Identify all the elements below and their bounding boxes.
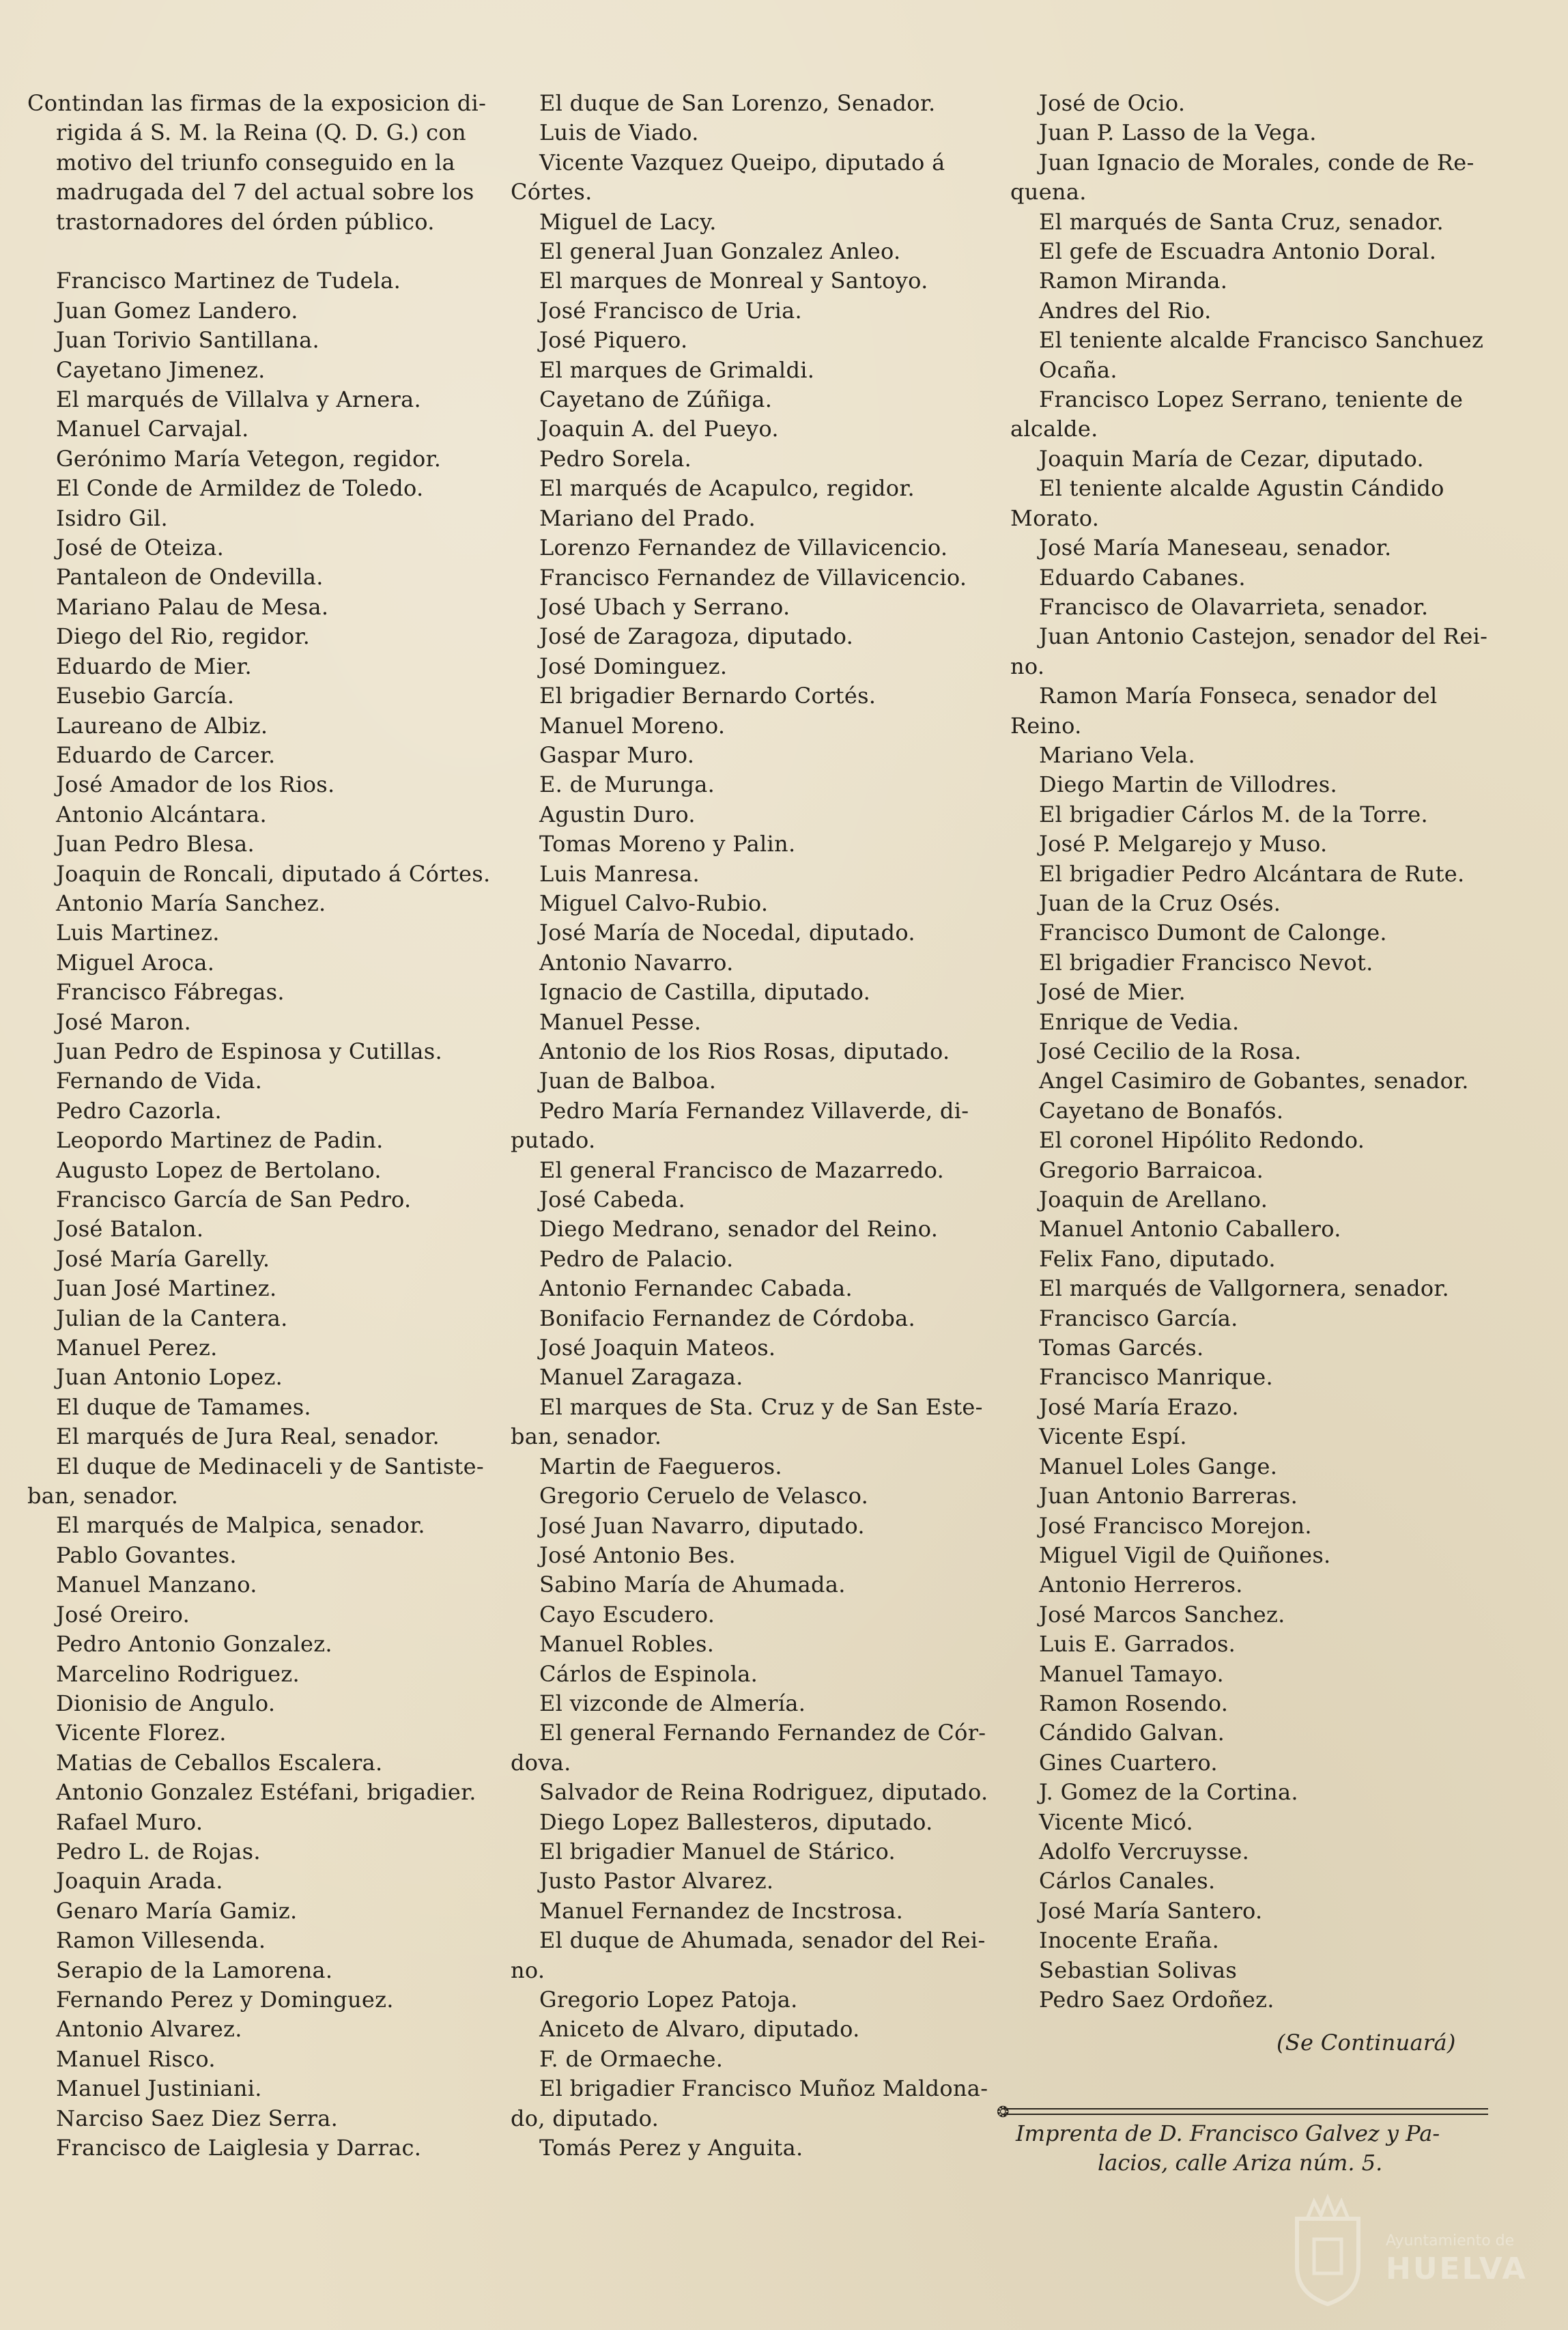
signature-line: José María Garelly. <box>56 1245 270 1272</box>
signature-line: Gines Cuartero. <box>1039 1749 1218 1776</box>
signature-line: Lorenzo Fernandez de Villavicencio. <box>539 535 948 561</box>
signature-line: Cayo Escudero. <box>539 1601 715 1628</box>
signature-line: Luis Manresa. <box>539 860 700 887</box>
signature-line: El general Juan Gonzalez Anleo. <box>539 238 901 265</box>
signature-line: El marques de Grimaldi. <box>539 356 815 383</box>
signature-line: Adolfo Vercruysse. <box>1039 1838 1250 1864</box>
signature-line: José María Santero. <box>1039 1897 1263 1924</box>
signature-line: El duque de San Lorenzo, Senador. <box>539 90 936 116</box>
signature-line: Manuel Fernandez de Incstrosa. <box>539 1897 904 1924</box>
signature-line: Ignacio de Castilla, diputado. <box>539 979 871 1006</box>
signature-line: El brigadier Cárlos M. de la Torre. <box>1039 801 1428 827</box>
signature-line: Luis de Viado. <box>539 119 699 146</box>
signature-line: Juan Pedro de Espinosa y Cutillas. <box>56 1038 442 1064</box>
signature-line: Isidro Gil. <box>56 505 169 531</box>
signature-line: Juan Antonio Lopez. <box>56 1364 283 1391</box>
signature-line: Manuel Carvajal. <box>56 416 249 442</box>
signature-line: Inocente Eraña. <box>1039 1927 1220 1954</box>
signature-line: Vicente Micó. <box>1039 1808 1193 1835</box>
signature-line: Ramon Miranda. <box>1039 268 1228 294</box>
imprint-line: Imprenta de D. Francisco Galvez y Pa- <box>1016 2120 1440 2146</box>
signature-line: Ramon Villesenda. <box>56 1927 266 1954</box>
signature-line: dova. <box>511 1749 571 1776</box>
signature-line: Augusto Lopez de Bertolano. <box>56 1156 382 1183</box>
signature-line: Antonio Alvarez. <box>56 2016 242 2043</box>
signature-line: Fernando de Vida. <box>56 1068 263 1094</box>
signature-line: José Antonio Bes. <box>539 1542 736 1568</box>
signature-line: Antonio Herreros. <box>1039 1572 1243 1598</box>
signature-line: Francisco Manrique. <box>1039 1364 1274 1391</box>
signature-line: José de Oteiza. <box>56 535 225 561</box>
signature-line: Joaquin de Arellano. <box>1039 1187 1268 1213</box>
signature-line: José Dominguez. <box>539 653 728 679</box>
signature-line: Vicente Vazquez Queipo, diputado á <box>539 149 945 175</box>
signature-line: Cándido Galvan. <box>1039 1720 1225 1746</box>
signature-line: El duque de Medinaceli y de Santiste- <box>56 1453 484 1479</box>
signature-line: Manuel Robles. <box>539 1631 715 1658</box>
signature-line: Cayetano Jimenez. <box>56 356 266 383</box>
signature-line: Gerónimo María Vetegon, regidor. <box>56 445 442 472</box>
signature-line: Pedro Saez Ordoñez. <box>1039 1987 1274 2013</box>
signature-line: El teniente alcalde Agustin Cándido <box>1039 475 1444 502</box>
column-3 <box>1010 89 1515 2058</box>
signature-line: El teniente alcalde Francisco Sanchuez <box>1039 327 1484 354</box>
signature-line: alcalde. <box>1010 416 1098 442</box>
signature-line: Mariano Vela. <box>1039 741 1195 768</box>
signature-line: Reino. <box>1010 712 1082 739</box>
signature-line: Angel Casimiro de Gobantes, senador. <box>1039 1068 1469 1094</box>
signature-line: Ramon Rosendo. <box>1039 1690 1229 1716</box>
signature-line: ban, senador. <box>511 1423 662 1450</box>
header-line: madrugada del 7 del actual sobre los <box>56 179 474 205</box>
signature-line: Narciso Saez Diez Serra. <box>56 2105 339 2131</box>
coat-of-arms-icon <box>1283 2191 1372 2307</box>
watermark-title: HUELVA <box>1386 2251 1528 2286</box>
signature-line: Dionisio de Angulo. <box>56 1690 276 1716</box>
signature-line: El marqués de Acapulco, regidor. <box>539 475 915 502</box>
signature-line: Gregorio Lopez Patoja. <box>539 1987 798 2013</box>
header-paragraph <box>27 89 505 237</box>
signature-line: José Oreiro. <box>56 1601 190 1628</box>
signature-line: Laureano de Albiz. <box>56 712 268 739</box>
signature-line: E. de Murunga. <box>539 771 715 798</box>
signature-line: Manuel Justiniani. <box>56 2075 262 2102</box>
signature-line: Juan José Martinez. <box>56 1275 277 1302</box>
signature-line: J. Gomez de la Cortina. <box>1039 1779 1298 1806</box>
signature-line: Martin de Faegueros. <box>539 1453 782 1479</box>
signature-line: José Cecilio de la Rosa. <box>1039 1038 1302 1064</box>
signature-line: El marques de Monreal y Santoyo. <box>539 268 928 294</box>
signature-line: Joaquin de Roncali, diputado á Córtes. <box>56 860 491 887</box>
signature-line: Aniceto de Alvaro, diputado. <box>539 2016 860 2043</box>
signature-line: Cárlos de Espinola. <box>539 1660 758 1687</box>
signature-line: Antonio Alcántara. <box>56 801 267 827</box>
signature-line: Ocaña. <box>1039 356 1117 383</box>
watermark-text: Ayuntamiento de <box>1386 2232 1515 2249</box>
signature-line: El brigadier Bernardo Cortés. <box>539 683 876 709</box>
signature-line: El marqués de Jura Real, senador. <box>56 1423 440 1450</box>
signature-line: Juan de Balboa. <box>539 1068 717 1094</box>
signature-line: Francisco de Laiglesia y Darrac. <box>56 2135 422 2161</box>
signature-line: Pedro Sorela. <box>539 445 692 472</box>
signature-line: Eduardo de Carcer. <box>56 741 276 768</box>
signature-line: Serapio de la Lamorena. <box>56 1957 333 1983</box>
signature-line: Diego Lopez Ballesteros, diputado. <box>539 1808 933 1835</box>
signature-line: Manuel Perez. <box>56 1335 218 1361</box>
signature-line: ban, senador. <box>27 1483 179 1509</box>
signature-line: no. <box>1010 653 1045 679</box>
signature-line: José de Zaragoza, diputado. <box>539 623 854 650</box>
header-line: rigida á S. M. la Reina (Q. D. G.) con <box>56 119 466 146</box>
signature-line: Francisco García. <box>1039 1305 1238 1331</box>
signature-line: Genaro María Gamiz. <box>56 1897 298 1924</box>
signature-line: Fernando Perez y Dominguez. <box>56 1986 394 2013</box>
signature-line: Tomás Perez y Anguita. <box>539 2135 803 2161</box>
signature-line: José María de Nocedal, diputado. <box>539 920 915 946</box>
signature-line: Luis Martinez. <box>56 920 220 946</box>
signature-line: El marqués de Villalva y Arnera. <box>56 386 421 413</box>
signature-line: Manuel Zaragaza. <box>539 1364 743 1391</box>
signature-line: Francisco Martinez de Tudela. <box>56 268 401 294</box>
signature-line: Juan Gomez Landero. <box>56 297 298 324</box>
signature-line: El duque de Tamames. <box>56 1393 311 1420</box>
signature-line: Manuel Risco. <box>56 2045 216 2072</box>
continuation-note: (Se Continuará) <box>1277 2030 1456 2056</box>
signature-line: El marques de Sta. Cruz y de San Este- <box>539 1393 983 1420</box>
signature-line: no. <box>511 1957 545 1983</box>
signature-line: El gefe de Escuadra Antonio Doral. <box>1039 238 1437 265</box>
signature-line: José María Maneseau, senador. <box>1039 535 1392 561</box>
signature-line: José de Mier. <box>1039 979 1186 1006</box>
rule-ornament-icon: ❂ <box>997 2104 1010 2121</box>
signature-line: El general Francisco de Mazarredo. <box>539 1156 945 1183</box>
signature-line: Juan Ignacio de Morales, conde de Re- <box>1039 149 1474 175</box>
signature-line: F. de Ormaeche. <box>539 2045 724 2072</box>
signature-line: Juan Torivio Santillana. <box>56 327 320 354</box>
signature-line: Manuel Loles Gange. <box>1039 1453 1278 1479</box>
signature-line: Rafael Muro. <box>56 1808 203 1835</box>
signature-line: El duque de Ahumada, senador del Rei- <box>539 1927 986 1954</box>
signature-line: Manuel Pesse. <box>539 1008 702 1035</box>
column-2 <box>511 89 1002 2163</box>
signature-line: Mariano Palau de Mesa. <box>56 593 329 620</box>
signature-line: Marcelino Rodriguez. <box>56 1660 300 1687</box>
signatures-list-3 <box>1010 89 1515 2015</box>
signature-line: Miguel Calvo-Rubio. <box>539 890 769 916</box>
signature-line: José Ubach y Serrano. <box>539 593 790 620</box>
signature-line: Agustin Duro. <box>539 801 696 827</box>
signature-line: José Francisco Morejon. <box>1039 1512 1312 1539</box>
signatures-list-2 <box>511 89 1002 2163</box>
signature-line: José Piquero. <box>539 327 688 354</box>
signature-line: Pedro Cazorla. <box>56 1097 222 1124</box>
signature-line: Manuel Moreno. <box>539 712 726 739</box>
signature-line: putado. <box>511 1127 596 1154</box>
signature-line: El marqués de Malpica, senador. <box>56 1512 425 1539</box>
signature-line: Francisco Fernandez de Villavicencio. <box>539 564 967 591</box>
signature-line: Manuel Manzano. <box>56 1572 257 1598</box>
signature-line: Pedro L. de Rojas. <box>56 1838 261 1864</box>
signatures-list-1 <box>27 266 505 2163</box>
signature-line: Sabino María de Ahumada. <box>539 1572 846 1598</box>
signature-line: Enrique de Vedia. <box>1039 1008 1240 1035</box>
signature-line: Gaspar Muro. <box>539 741 695 768</box>
signature-line: Francisco de Olavarrieta, senador. <box>1039 593 1429 620</box>
signature-line: Eduardo Cabanes. <box>1039 564 1246 591</box>
signature-line: Gregorio Ceruelo de Velasco. <box>539 1483 869 1509</box>
signature-line: Antonio Navarro. <box>539 949 734 976</box>
signature-line: Eduardo de Mier. <box>56 653 253 679</box>
signature-line: Pantaleon de Ondevilla. <box>56 564 324 591</box>
imprint-line: lacios, calle Ariza núm. 5. <box>1098 2150 1383 2176</box>
signature-line: Joaquin A. del Pueyo. <box>539 416 779 442</box>
signature-line: José Amador de los Rios. <box>56 771 335 798</box>
signature-line: Salvador de Reina Rodriguez, diputado. <box>539 1779 988 1806</box>
signature-line: Tomas Garcés. <box>1039 1335 1204 1361</box>
signature-line: El brigadier Manuel de Stárico. <box>539 1838 896 1864</box>
signature-line: Juan Antonio Barreras. <box>1039 1483 1298 1509</box>
signature-line: El marqués de Santa Cruz, senador. <box>1039 208 1444 235</box>
signature-line: El marqués de Vallgornera, senador. <box>1039 1275 1449 1302</box>
signature-line: Ramon María Fonseca, senador del <box>1039 683 1438 709</box>
signature-line: Vicente Florez. <box>56 1720 227 1746</box>
signature-line: El Conde de Armildez de Toledo. <box>56 475 424 502</box>
signature-line: Joaquin María de Cezar, diputado. <box>1039 445 1424 472</box>
divider-rule <box>1002 2108 1488 2115</box>
signature-line: El brigadier Francisco Muñoz Maldona- <box>539 2075 988 2102</box>
signature-line: Mariano del Prado. <box>539 505 756 531</box>
imprint <box>1016 2119 1494 2178</box>
signature-line: Julian de la Cantera. <box>56 1305 288 1331</box>
signature-line: Juan de la Cruz Osés. <box>1039 890 1281 916</box>
signature-line: Leopordo Martinez de Padin. <box>56 1127 384 1154</box>
signature-line: Felix Fano, diputado. <box>1039 1245 1276 1272</box>
watermark-stamp <box>1283 2191 1528 2307</box>
signature-line: Cayetano de Bonafós. <box>1039 1097 1284 1124</box>
signature-line: Miguel de Lacy. <box>539 208 717 235</box>
signature-line: José Batalon. <box>56 1216 204 1242</box>
signature-line: Diego Martin de Villodres. <box>1039 771 1337 798</box>
signature-line: José María Erazo. <box>1039 1393 1239 1420</box>
signature-line: Manuel Tamayo. <box>1039 1660 1224 1687</box>
signature-line: El coronel Hipólito Redondo. <box>1039 1127 1365 1154</box>
signature-line: Francisco Fábregas. <box>56 979 285 1006</box>
signature-line: José Marcos Sanchez. <box>1039 1601 1285 1628</box>
signature-line: Pablo Govantes. <box>56 1542 237 1568</box>
signature-line: Pedro Antonio Gonzalez. <box>56 1631 332 1658</box>
signature-line: Francisco Lopez Serrano, teniente de <box>1039 386 1464 413</box>
signature-line: Antonio Fernandec Cabada. <box>539 1275 853 1302</box>
signature-line: do, diputado. <box>511 2105 659 2131</box>
signature-line: Antonio María Sanchez. <box>56 890 326 916</box>
signature-line: Juan Antonio Castejon, senador del Rei- <box>1039 623 1488 650</box>
signature-line: Pedro de Palacio. <box>539 1245 734 1272</box>
signature-line: Bonifacio Fernandez de Córdoba. <box>539 1305 916 1331</box>
signature-line: Córtes. <box>511 179 593 205</box>
signature-line: José Francisco de Uria. <box>539 297 802 324</box>
signature-line: José Maron. <box>56 1008 192 1035</box>
header-line: motivo del triunfo conseguido en la <box>56 149 455 175</box>
signature-line: Justo Pastor Alvarez. <box>539 1868 774 1894</box>
signature-line: quena. <box>1010 179 1087 205</box>
signature-line: José de Ocio. <box>1039 90 1186 116</box>
signature-line: Sebastian Solivas <box>1039 1957 1238 1983</box>
signature-line: El general Fernando Fernandez de Cór- <box>539 1720 986 1746</box>
header-line: Contindan las firmas de la exposicion di- <box>27 90 487 116</box>
signature-line: José P. Melgarejo y Muso. <box>1039 831 1328 857</box>
signature-line: Morato. <box>1010 505 1100 531</box>
signature-line: Juan Pedro Blesa. <box>56 831 255 857</box>
column-1 <box>27 89 505 2163</box>
signature-line: Matias de Ceballos Escalera. <box>56 1749 383 1776</box>
signature-line: Andres del Rio. <box>1039 297 1212 324</box>
signature-line: Manuel Antonio Caballero. <box>1039 1216 1341 1242</box>
signature-line: Francisco Dumont de Calonge. <box>1039 920 1387 946</box>
signature-line: Eusebio García. <box>56 683 235 709</box>
signature-line: Pedro María Fernandez Villaverde, di- <box>539 1097 969 1124</box>
signature-line: José Joaquin Mateos. <box>539 1335 776 1361</box>
signature-line: José Juan Navarro, diputado. <box>539 1512 865 1539</box>
signature-line: Miguel Vigil de Quiñones. <box>1039 1542 1331 1568</box>
signature-line: Joaquin Arada. <box>56 1868 223 1894</box>
signature-line: Diego del Rio, regidor. <box>56 623 311 650</box>
signature-line: Gregorio Barraicoa. <box>1039 1156 1264 1183</box>
signature-line: Diego Medrano, senador del Reino. <box>539 1216 939 1242</box>
signature-line: Cayetano de Zúñiga. <box>539 386 773 413</box>
signature-line: El brigadier Pedro Alcántara de Rute. <box>1039 860 1465 887</box>
signature-line: Francisco García de San Pedro. <box>56 1187 412 1213</box>
signature-line: El vizconde de Almería. <box>539 1690 806 1716</box>
signature-line: Antonio Gonzalez Estéfani, brigadier. <box>56 1779 476 1806</box>
signature-line: Vicente Espí. <box>1039 1423 1187 1450</box>
signature-line: Antonio de los Rios Rosas, diputado. <box>539 1038 950 1064</box>
signature-line: José Cabeda. <box>539 1187 685 1213</box>
signature-line: Miguel Aroca. <box>56 949 215 976</box>
signature-line: El brigadier Francisco Nevot. <box>1039 949 1373 976</box>
header-line: trastornadores del órden público. <box>56 208 435 235</box>
signature-line: Juan P. Lasso de la Vega. <box>1039 119 1317 146</box>
signature-line: Tomas Moreno y Palin. <box>539 831 796 857</box>
signature-line: Cárlos Canales. <box>1039 1868 1216 1894</box>
signature-line: Luis E. Garrados. <box>1039 1631 1236 1658</box>
